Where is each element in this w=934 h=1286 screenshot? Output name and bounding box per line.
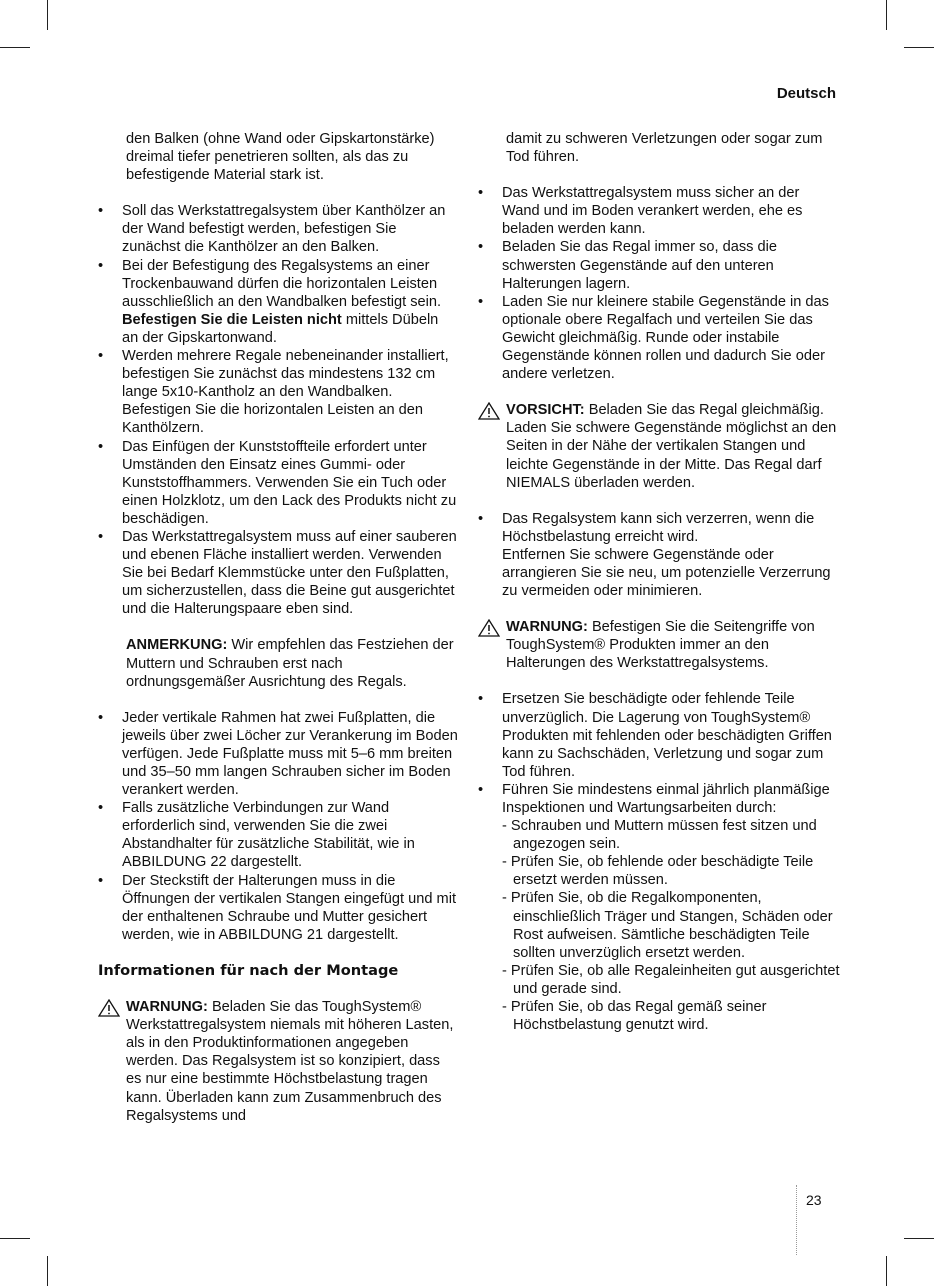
crop-mark [0,47,30,48]
page-number-rule [796,1185,797,1255]
crop-mark [47,0,48,30]
warning-triangle-icon [98,999,120,1017]
page-number: 23 [806,1192,822,1208]
list-item: • Falls zusätzliche Verbindungen zur Wand erforderlich sind, verwenden Sie die zwei Abstandhalter für zusätzliche Stabilität, wie in ABBILDUNG 22 dargestellt. [98,799,458,871]
checklist-item: - Prüfen Sie, ob die Regalkomponenten, einschließlich Träger und Stangen, Schäden oder Rost aufweisen. Sämtliche beschädigten Teile sollten unverzüglich ersetzt werden. [502,890,833,961]
list-item: • Das Werkstattregalsystem muss sicher an der Wand und im Boden verankert werden, ehe es beladen werden kann. [478,184,840,238]
crop-mark [47,1256,48,1286]
warning-label: WARNUNG: [126,999,208,1016]
warning-triangle-icon [478,619,500,637]
list-item: • Der Steckstift der Halterungen muss in die Öffnungen der vertikalen Stangen eingefügt und mit der enthaltenen Schraube und Mutter gesichert werden, wie in ABBILDUNG 21 dargestellt. [98,872,458,944]
crop-mark [886,0,887,30]
list-item-text: Das Regalsystem kann sich verzerren, wenn die Höchstbelastung erreicht wird. [502,510,815,545]
bullet-list-5 [478,690,840,1034]
crop-mark [0,1238,30,1239]
list-item-continuation: Entfernen Sie schwere Gegenstände oder arrangieren Sie sie neu, um potenzielle Verzerrung zu vermeiden oder minimieren. [502,546,831,600]
list-item: • Das Einfügen der Kunststoffteile erfordert unter Umständen den Einsatz eines Gummi- oder Kunststoffhammers. Verwenden Sie ein Tuch oder einen Holzklotz, um den Lack des Produkts nicht zu beschädigen. [98,438,458,528]
caution-label: VORSICHT: [506,402,585,419]
continuation-paragraph: damit zu schweren Verletzungen oder sogar zum Tod führen. [506,131,823,166]
list-item-text: Führen Sie mindestens einmal jährlich planmäßige Inspektionen und Wartungsarbeiten durch: [502,781,830,816]
checklist-item: - Prüfen Sie, ob alle Regaleinheiten gut ausgerichtet und gerade sind. [502,962,840,997]
list-item: • Soll das Werkstattregalsystem über Kanthölzer an der Wand befestigt werden, befestigen Sie zunächst die Kanthölzer an den Balken. [98,202,458,256]
checklist-item: - Prüfen Sie, ob das Regal gemäß seiner Höchstbelastung genutzt wird. [502,999,767,1034]
crop-mark [904,1238,934,1239]
list-item-text: Bei der Befestigung des Regalsystems an einer Trockenbauwand dürfen die horizontalen Leisten ausschließlich an den Wandbalken befestigt sein. [122,257,442,310]
list-item: • Werden mehrere Regale nebeneinander installiert, befestigen Sie zunächst das mindestens 132 cm lange 5x10-Kantholz an den Wandbalken. Befestigen Sie die horizontalen Leisten an den Kanthölzern. [98,347,458,437]
list-item: • Laden Sie nur kleinere stabile Gegenstände in das optionale obere Regalfach und verteilen Sie das Gewicht gleichmäßig. Runde oder instabile Gegenstände können rollen und dadurch Sie oder andere verletzen. [478,293,840,383]
warning-callout [478,618,840,672]
warning-text: Beladen Sie das ToughSystem® Werkstattregalsystem niemals mit höheren Lasten, als in den Produktinformationen angegeben werden. Das Regalsystem ist so konzipiert, dass es nur eine bestimmte Höchstbelastung tragen kann. Überladen kann zum Zusammenbruch des Regalsystems und [126,999,454,1124]
note-paragraph [98,636,458,690]
section-heading: Informationen für nach der Montage [98,961,399,979]
note-text: Wir empfehlen das Festziehen der Muttern und Schrauben erst nach ordnungsgemäßer Ausrichtung des Regals. [126,637,454,690]
checklist-item: - Prüfen Sie, ob fehlende oder beschädigte Teile ersetzt werden müssen. [502,854,814,889]
warning-callout [98,998,458,1125]
list-item-text-after: mittels Dübeln an der Gipskartonwand. [122,311,439,346]
right-column [478,130,840,1034]
caution-text: Beladen Sie das Regal gleichmäßig. Laden Sie schwere Gegenstände möglichst an den Seiten in der Nähe der vertikalen Stangen und leichte Gegenstände in der Mitte. Das Regal darf NIEMALS überladen werden. [506,402,837,491]
crop-mark [886,1256,887,1286]
list-item: • Ersetzen Sie beschädigte oder fehlende Teile unverzüglich. Die Lagerung von ToughSystem® Produkten mit fehlenden oder beschädigten Griffen kann zu Sachschäden, Verletzung und sogar zum Tod führen. [478,690,840,780]
warning-triangle-icon [478,402,500,420]
bullet-list-4 [478,510,840,600]
warning-text: Befestigen Sie die Seitengriffe von ToughSystem® Produkten immer an den Halterungen des Werkstattregalsystems. [506,619,815,672]
warning-label: WARNUNG: [506,619,588,636]
bullet-list-2 [98,709,458,944]
list-item-bold: Befestigen Sie die Leisten nicht [122,311,342,328]
caution-callout [478,401,840,491]
crop-mark [904,47,934,48]
list-item [478,781,840,1034]
bullet-list-3 [478,184,840,383]
note-label: ANMERKUNG: [126,637,228,654]
list-item: • Beladen Sie das Regal immer so, dass die schwersten Gegenstände auf den unteren Halterungen lagern. [478,238,840,292]
checklist-item: - Schrauben und Muttern müssen fest sitzen und angezogen sein. [502,818,817,853]
language-label: Deutsch [776,85,836,102]
list-item: • Das Werkstattregalsystem muss auf einer sauberen und ebenen Fläche installiert werden. Verwenden Sie bei Bedarf Klemmstücke unter den Fußplatten, um sicherzustellen, dass die Beine gut ausgerichtet und die Halterungspaare eben sind. [98,528,458,618]
left-column [98,130,458,1125]
bullet-list-1 [98,202,458,618]
intro-paragraph: den Balken (ohne Wand oder Gipskartonstärke) dreimal tiefer penetrieren sollten, als das zu befestigende Material stark ist. [126,131,435,184]
list-item [478,510,840,600]
list-item: • Jeder vertikale Rahmen hat zwei Fußplatten, die jeweils über zwei Löcher zur Verankerung im Boden verfügen. Jede Fußplatte muss mit 5–6 mm breiten und 35–50 mm langen Schrauben sicher im Boden verankert werden. [98,709,458,799]
list-item [98,257,458,347]
